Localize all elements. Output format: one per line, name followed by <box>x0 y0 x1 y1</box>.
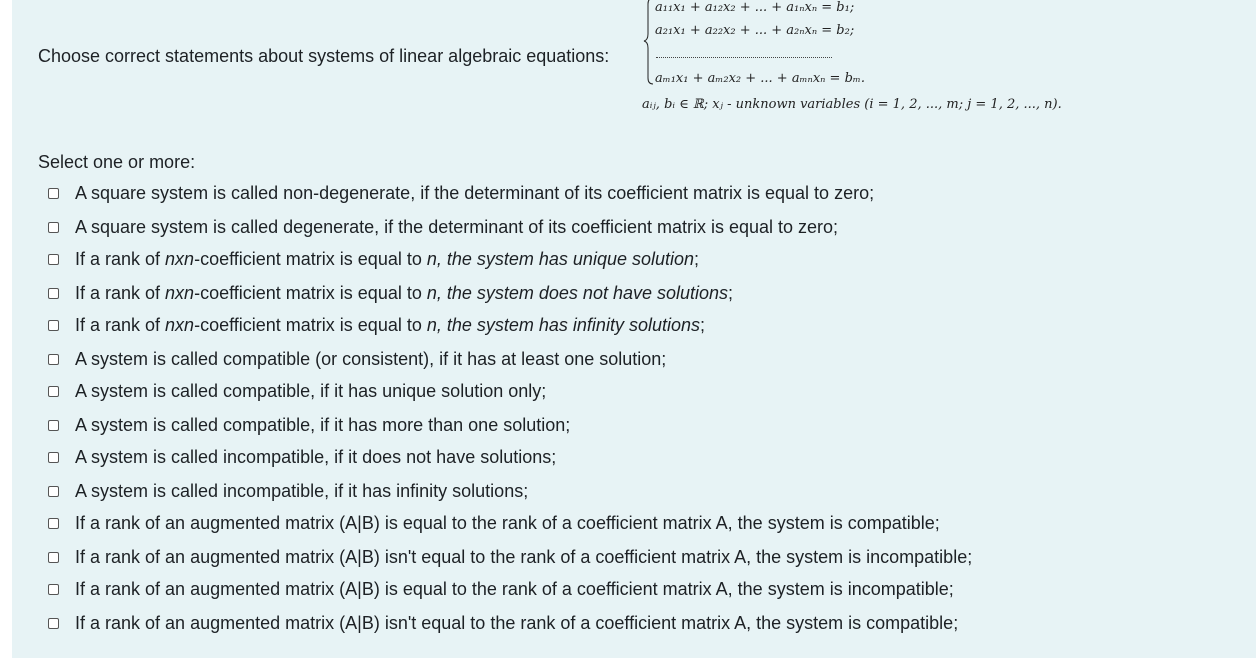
select-instruction: Select one or more: <box>38 152 196 172</box>
option-checkbox[interactable] <box>48 518 59 529</box>
option-4[interactable] <box>48 280 733 306</box>
option-label[interactable]: If a rank of nxn-coefficient matrix is equal to n, the system has infinity solutions; <box>75 315 706 335</box>
option-label[interactable]: If a rank of an augmented matrix (A|B) isn't equal to the rank of a coefficient matrix A, the system is compatible; <box>75 613 959 633</box>
option-checkbox[interactable] <box>48 288 59 299</box>
option-checkbox[interactable] <box>48 552 59 563</box>
option-checkbox[interactable] <box>48 188 59 199</box>
equation-row-2: a₂₁x₁ + a₂₂x₂ + ... + a₂ₙxₙ = b₂; <box>655 23 855 38</box>
option-checkbox[interactable] <box>48 584 59 595</box>
equation-ellipsis <box>656 57 832 58</box>
option-label[interactable]: If a rank of nxn-coefficient matrix is equal to n, the system has unique solution; <box>75 249 700 269</box>
equation-row-1: a₁₁x₁ + a₁₂x₂ + ... + a₁ₙxₙ = b₁; <box>655 0 855 15</box>
option-label[interactable]: If a rank of an augmented matrix (A|B) is equal to the rank of a coefficient matrix A, the system is compatible; <box>75 513 940 533</box>
option-10[interactable] <box>48 478 528 504</box>
variables-condition: aᵢⱼ, bᵢ ∈ ℝ; xⱼ - unknown variables (i = 1, 2, ..., m; j = 1, 2, ..., n). <box>642 97 1062 112</box>
option-label[interactable]: A system is called compatible (or consistent), if it has at least one solution; <box>75 349 667 369</box>
option-7[interactable] <box>48 378 546 404</box>
option-14[interactable] <box>48 610 958 636</box>
option-12[interactable] <box>48 544 972 570</box>
option-2[interactable] <box>48 214 838 240</box>
option-label[interactable]: A system is called compatible, if it has more than one solution; <box>75 415 571 435</box>
option-6[interactable] <box>48 346 666 372</box>
option-3[interactable] <box>48 246 699 272</box>
question-panel <box>12 0 1256 658</box>
option-label[interactable]: If a rank of an augmented matrix (A|B) isn't equal to the rank of a coefficient matrix A, the system is incompatible; <box>75 547 973 567</box>
option-label[interactable]: A system is called incompatible, if it has infinity solutions; <box>75 481 529 501</box>
option-label[interactable]: A square system is called non-degenerate, if the determinant of its coefficient matrix is equal to zero; <box>75 183 875 203</box>
option-checkbox[interactable] <box>48 222 59 233</box>
equation-row-m: aₘ₁x₁ + aₘ₂x₂ + ... + aₘₙxₙ = bₘ. <box>655 71 865 86</box>
option-checkbox[interactable] <box>48 354 59 365</box>
option-checkbox[interactable] <box>48 420 59 431</box>
option-checkbox[interactable] <box>48 254 59 265</box>
left-brace-icon <box>643 0 655 86</box>
option-checkbox[interactable] <box>48 618 59 629</box>
question-prompt: Choose correct statements about systems of linear algebraic equations: <box>38 46 610 66</box>
option-1[interactable] <box>48 180 874 206</box>
option-5[interactable] <box>48 312 705 338</box>
option-8[interactable] <box>48 412 570 438</box>
equation-system <box>640 0 1080 118</box>
option-13[interactable] <box>48 576 954 602</box>
option-label[interactable]: A system is called compatible, if it has unique solution only; <box>75 381 547 401</box>
option-9[interactable] <box>48 444 556 470</box>
option-checkbox[interactable] <box>48 486 59 497</box>
option-checkbox[interactable] <box>48 452 59 463</box>
option-checkbox[interactable] <box>48 386 59 397</box>
option-label[interactable]: If a rank of an augmented matrix (A|B) is equal to the rank of a coefficient matrix A, the system is incompatible; <box>75 579 954 599</box>
option-label[interactable]: A system is called incompatible, if it does not have solutions; <box>75 447 557 467</box>
option-label[interactable]: A square system is called degenerate, if the determinant of its coefficient matrix is equal to zero; <box>75 217 839 237</box>
option-11[interactable] <box>48 510 940 536</box>
option-checkbox[interactable] <box>48 320 59 331</box>
option-label[interactable]: If a rank of nxn-coefficient matrix is equal to n, the system does not have solutions; <box>75 283 734 303</box>
